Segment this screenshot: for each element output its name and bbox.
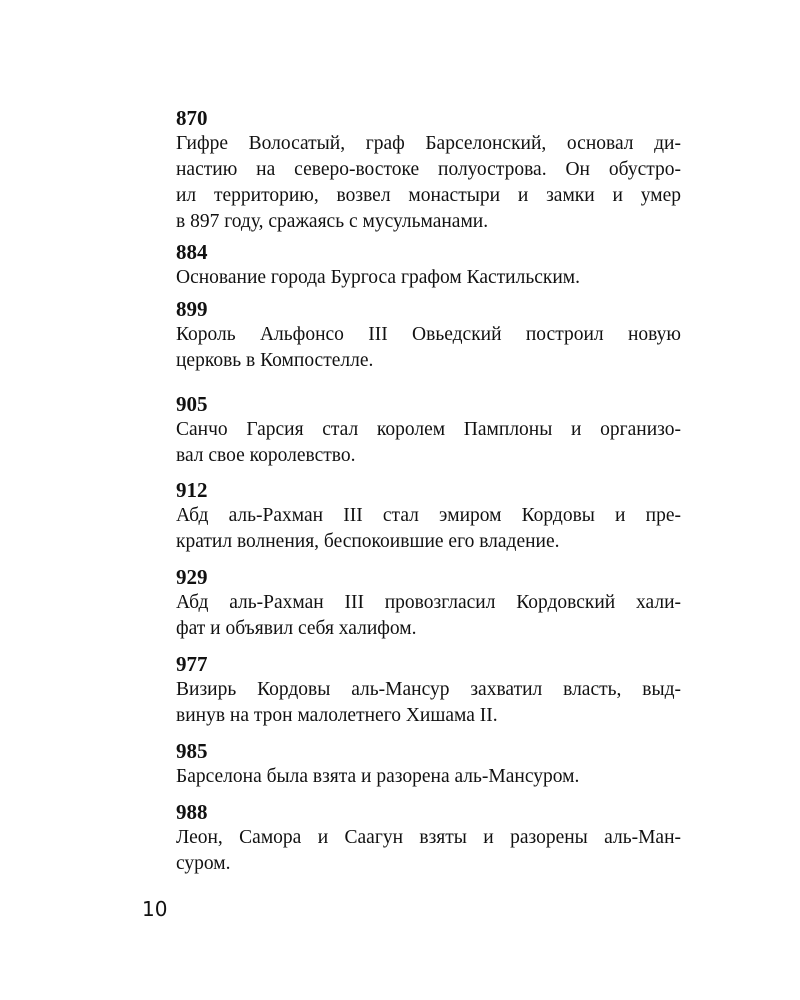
chronology-entry-988: [176, 799, 681, 877]
chronology-entry-870: [176, 105, 681, 235]
entry-year: 884: [176, 240, 208, 264]
entry-year: 899: [176, 297, 208, 321]
entry-text-line: в 897 году, сражаясь с мусульманами.: [176, 211, 489, 232]
entry-text-line: Абд аль-Рахман III провозгласил Кордовский хали-: [176, 592, 681, 613]
entry-text-line: винув на трон малолетнего Хишама II.: [176, 705, 498, 726]
entry-text-line: Санчо Гарсия стал королем Памплоны и организо-: [176, 419, 681, 440]
entry-year: 977: [176, 652, 208, 676]
entry-text-line: Визирь Кордовы аль-Мансур захватил власть, выд-: [176, 679, 681, 700]
entry-text-line: ил территорию, возвел монастыри и замки и умер: [176, 185, 681, 206]
entry-year: 929: [176, 565, 208, 589]
entry-year: 870: [176, 106, 208, 130]
entry-year: 988: [176, 800, 208, 824]
chronology-entry-899: [176, 296, 681, 374]
entry-text-line: настию на северо-востоке полуострова. Он обустро-: [176, 159, 681, 180]
entry-text-line: Леон, Самора и Саагун взяты и разорены аль-Ман-: [176, 827, 681, 848]
entry-text-line: Абд аль-Рахман III стал эмиром Кордовы и пре-: [176, 505, 681, 526]
entry-year: 985: [176, 739, 208, 763]
entry-year: 905: [176, 392, 208, 416]
chronology-entry-912: [176, 477, 681, 555]
page-number: 10: [142, 897, 168, 921]
entry-text-line: Король Альфонсо III Овьедский построил новую: [176, 324, 681, 345]
entry-text-line: вал свое королевство.: [176, 445, 356, 466]
entry-text-line: суром.: [176, 853, 231, 874]
entry-text-line: Гифре Волосатый, граф Барселонский, основал ди-: [176, 133, 681, 154]
entry-text-line: фат и объявил себя халифом.: [176, 618, 417, 639]
chronology-entry-929: [176, 564, 681, 642]
chronology-entry-905: [176, 391, 681, 469]
entry-year: 912: [176, 478, 208, 502]
entry-text-line: кратил волнения, беспокоившие его владение.: [176, 531, 560, 552]
entry-text-line: Основание города Бургоса графом Кастильским.: [176, 267, 581, 288]
chronology-entry-985: [176, 738, 681, 790]
chronology-entry-884: [176, 239, 681, 291]
chronology-entry-977: [176, 651, 681, 729]
entry-text-line: церковь в Компостелле.: [176, 350, 374, 371]
entry-text-line: Барселона была взята и разорена аль-Мансуром.: [176, 766, 580, 787]
